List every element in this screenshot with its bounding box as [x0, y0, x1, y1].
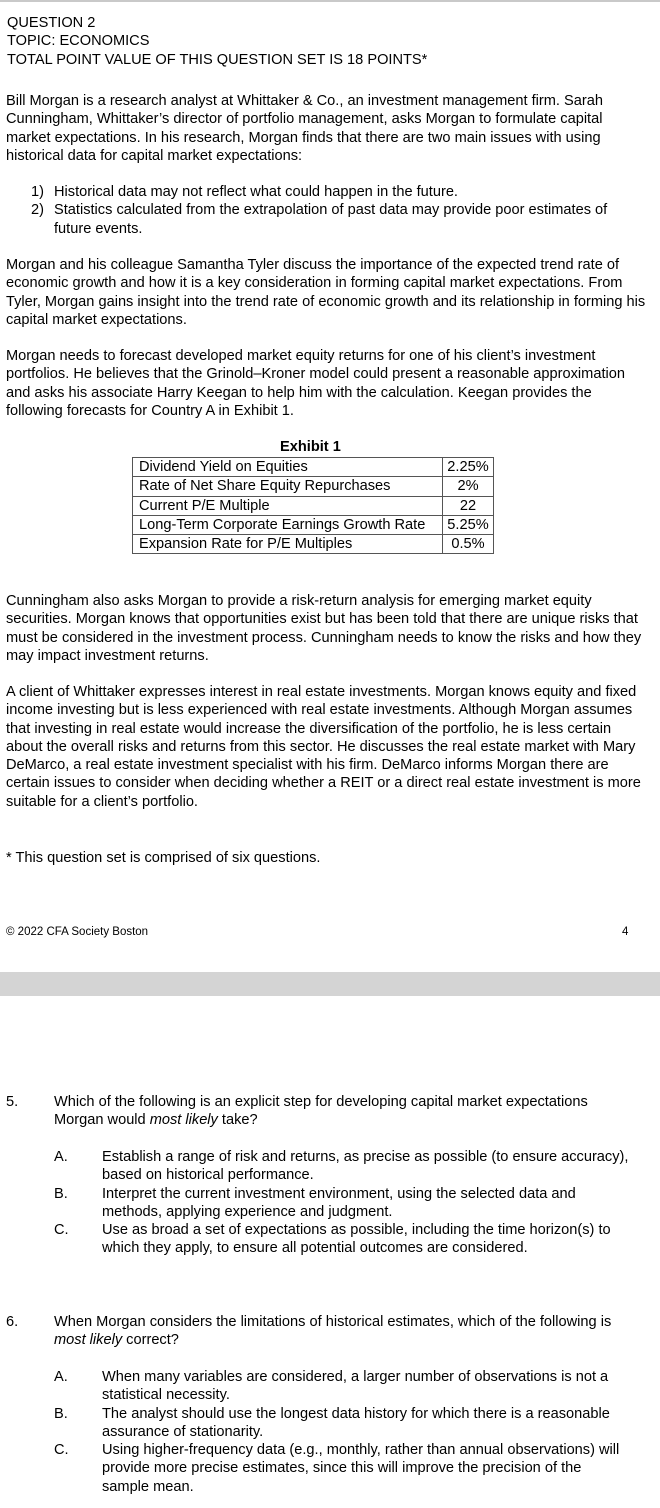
option-letter: B.: [54, 1186, 68, 1202]
issues-list: [31, 183, 631, 238]
option-text: Using higher-frequency data (e.g., monthly, rather than annual observations) will provide more precise estimates, since this will improve the precision of the sample mean.: [102, 1442, 620, 1495]
paragraph-grinold-kroner: Morgan needs to forecast developed market equity returns for one of his client’s investment portfolios. He believes that the Grinold–Kroner model could present a reasonable approximation and asks his associate Harry Keegan to help him with the calculation. Keegan provides the following forecasts for Country A in Exhibit 1.: [6, 348, 625, 419]
table-cell-value: 5.25%: [443, 515, 494, 534]
table-cell-label: Current P/E Multiple: [133, 496, 443, 515]
question-label: QUESTION 2: [7, 15, 96, 31]
stem-text: Which of the following is an explicit step for developing capital market expectations Morgan would: [54, 1094, 588, 1129]
table-cell-label: Dividend Yield on Equities: [133, 458, 443, 477]
list-item: [31, 183, 631, 201]
table-cell-label: Rate of Net Share Equity Repurchases: [133, 477, 443, 496]
option-letter: A.: [54, 1149, 68, 1165]
page-2: [0, 996, 660, 1508]
option-text: Interpret the current investment environment, using the selected data and methods, applying experience and judgment.: [102, 1186, 576, 1221]
list-item-number: 2): [31, 202, 44, 219]
table-cell-label: Long-Term Corporate Earnings Growth Rate: [133, 515, 443, 534]
table-cell-value: 22: [443, 496, 494, 515]
footnote: * This question set is comprised of six questions.: [6, 850, 321, 866]
stem-emphasis: most likely: [149, 1112, 218, 1129]
question-header: [7, 14, 427, 69]
table-cell-value: 2.25%: [443, 458, 494, 477]
list-item-text: Statistics calculated from the extrapolation of past data may provide poor estimates of future events.: [54, 202, 608, 237]
table-row: [133, 535, 494, 554]
table-row: [133, 477, 494, 496]
table-cell-value: 0.5%: [443, 535, 494, 554]
list-item-number: 1): [31, 184, 44, 200]
page-separator: [0, 972, 660, 996]
question-stem: [54, 1313, 614, 1350]
option-letter: A.: [54, 1369, 68, 1385]
question-stem: [54, 1093, 614, 1130]
option-letter: B.: [54, 1406, 68, 1422]
paragraph-real-estate: A client of Whittaker expresses interest in real estate investments. Morgan knows equity and fixed income investing but is less experienced with real estate investments. Although Morgan assumes that investing in real estate would increase the diversification of the portfolio, he is less certain about the overall risks and returns from this sector. He discusses the real estate market with Mary DeMarco, a real estate investment specialist with his firm. DeMarco informs Morgan there are certain issues to consider when deciding whether a REIT or a direct real estate investment is more suitable for a client’s portfolio.: [6, 684, 641, 810]
paragraph-trend-growth: Morgan and his colleague Samantha Tyler discuss the importance of the expected trend rate of economic growth and how it is a key consideration in forming capital market expectations. From Tyler, Morgan gains insight into the trend rate of economic growth and its relationship in forming his capital market expectations.: [6, 257, 646, 328]
exhibit-table: [132, 457, 494, 554]
table-row: [133, 515, 494, 534]
question-number: 5.: [6, 1094, 19, 1110]
table-row: [133, 496, 494, 515]
table-cell-label: Expansion Rate for P/E Multiples: [133, 535, 443, 554]
table-row: [133, 458, 494, 477]
list-item-text: Historical data may not reflect what could happen in the future.: [54, 184, 458, 200]
points-label: TOTAL POINT VALUE OF THIS QUESTION SET IS 18 POINTS*: [7, 51, 428, 68]
copyright-footer: © 2022 CFA Society Boston: [6, 926, 149, 938]
paragraph-intro: Bill Morgan is a research analyst at Whittaker & Co., an investment management firm. Sarah Cunningham, Whittaker’s director of portfolio management, asks Morgan to formulate capital market expectations. In his research, Morgan finds that there are two main issues with using historical data for capital market expectations:: [6, 93, 603, 164]
stem-emphasis: most likely: [54, 1332, 123, 1349]
question-number: 6.: [6, 1314, 19, 1330]
option-text: Establish a range of risk and returns, as precise as possible (to ensure accuracy), based on historical performance.: [102, 1149, 629, 1184]
page-number: 4: [622, 926, 629, 938]
stem-text: When Morgan considers the limitations of historical estimates, which of the following is: [54, 1314, 612, 1330]
option-text: When many variables are considered, a larger number of observations is not a statistical necessity.: [102, 1369, 609, 1404]
stem-text-end: take?: [217, 1112, 258, 1129]
exhibit-title: Exhibit 1: [280, 439, 341, 455]
option-letter: C.: [54, 1222, 69, 1238]
stem-text-end: correct?: [122, 1332, 179, 1349]
list-item: [31, 201, 631, 238]
option-text: Use as broad a set of expectations as possible, including the time horizon(s) to which they apply, to ensure all potential outcomes are considered.: [102, 1222, 611, 1257]
option-text: The analyst should use the longest data history for which there is a reasonable assurance of stationarity.: [102, 1406, 610, 1441]
option-letter: C.: [54, 1442, 69, 1458]
paragraph-emerging-markets: Cunningham also asks Morgan to provide a risk-return analysis for emerging market equity securities. Morgan knows that opportunities exist but has been told that there are unique risks that must be considered in the investment process. Cunningham needs to know the risks and how they may impact investment returns.: [6, 593, 642, 664]
topic-label: TOPIC: ECONOMICS: [7, 33, 150, 50]
table-cell-value: 2%: [443, 477, 494, 496]
